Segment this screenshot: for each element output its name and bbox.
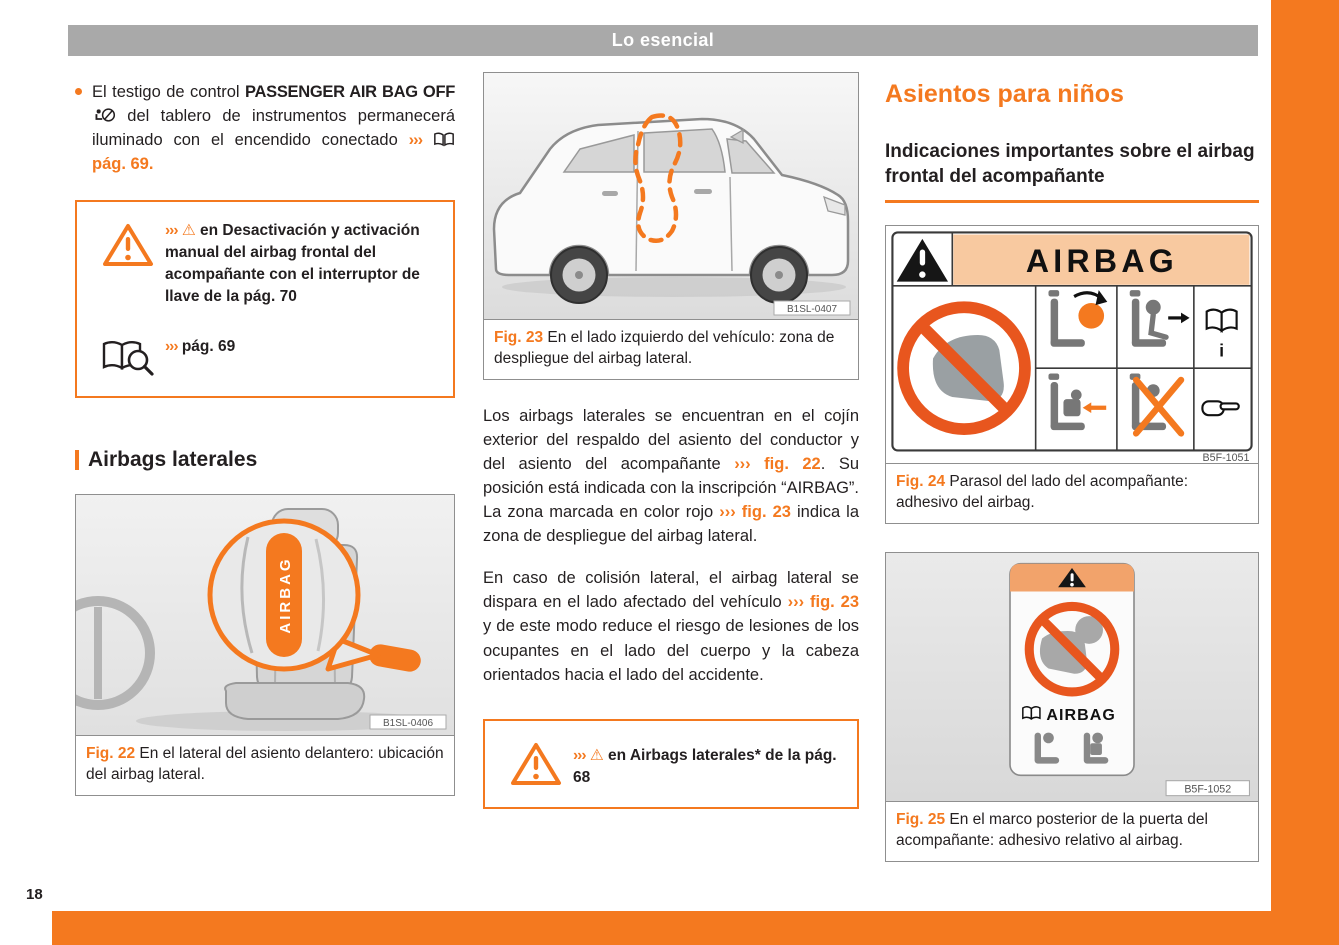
page-ref: pág. 69. xyxy=(92,155,154,174)
warning-text-2: ››› pág. 69 xyxy=(165,338,236,356)
figure-23 xyxy=(483,72,859,380)
chevron-ref: ››› xyxy=(408,131,423,150)
warning-triangle-icon xyxy=(510,741,562,787)
warning-box-left xyxy=(75,200,455,398)
book-magnifier-icon xyxy=(100,338,156,378)
paragraph-airbag-location: Los airbags laterales se encuentran en el cojín exterior del respaldo del asiento del conductor y del asiento del acompañante ››› fig. 22. Su posición está indicada con la inscripción “AIRBAG”. La zona marcada en color rojo ››› fig. 23 indica la zona de despliegue del airbag lateral. xyxy=(483,406,860,546)
sticker-title: AIRBAG xyxy=(1025,242,1178,279)
bullet-dot xyxy=(75,88,82,95)
figure-code: B5F-1052 xyxy=(1184,783,1232,796)
column-right xyxy=(885,80,1259,862)
figure-24 xyxy=(885,225,1259,524)
warning-triangle-small-icon: ⚠ xyxy=(181,222,196,240)
telltale-label: PASSENGER AIR BAG OFF xyxy=(245,83,455,101)
warning-row xyxy=(499,739,843,789)
front-side-window xyxy=(644,129,725,172)
airbag-doorframe-sticker-illustration xyxy=(886,553,1258,801)
figure-22-image xyxy=(76,495,454,736)
fig-ref: ››› fig. 22 xyxy=(734,455,821,473)
orange-right-bar xyxy=(1271,0,1339,945)
fig-ref: ››› fig. 23 xyxy=(787,593,859,612)
figure-24-caption: Fig. 24 Parasol del lado del acompañante: adhesivo del airbag. xyxy=(886,464,1258,523)
sticker-title: AIRBAG xyxy=(1046,705,1116,724)
car-side-illustration xyxy=(484,73,858,319)
paragraph-passenger-airbag-off: El testigo de control PASSENGER AIR BAG OFF del tablero de instrumentos permanecerá iluminado con el encendido conectado ››› pág. 69. xyxy=(75,80,455,176)
airbag-inscription: AIRBAG xyxy=(277,556,294,634)
orange-bottom-bar xyxy=(52,911,1339,945)
figure-23-caption: Fig. 23 En el lado izquierdo del vehículo: zona de despliegue del airbag lateral. xyxy=(484,320,858,379)
warning-text-1: ››› ⚠ en Desactivación y activación manual del airbag frontal del acompañante con el interruptor de llave de la pág. 70 xyxy=(165,222,420,306)
passenger-airbag-off-icon xyxy=(92,107,116,123)
figure-25-image xyxy=(886,553,1258,802)
seat-cushion xyxy=(225,683,364,719)
page-header xyxy=(68,25,1258,56)
fig-ref: ››› fig. 23 xyxy=(719,503,791,522)
warning-text: ››› ⚠ en Airbags laterales* de la pág. 68 xyxy=(573,746,837,786)
figure-22-caption: Fig. 22 En el lateral del asiento delantero: ubicación del airbag lateral. xyxy=(76,736,454,795)
airbag-deploy-pictogram xyxy=(1078,303,1104,329)
column-middle xyxy=(483,72,859,809)
figure-code: B1SL-0407 xyxy=(786,304,838,315)
section-heading-airbags-laterales: Airbags laterales xyxy=(75,448,455,472)
paragraph-airbag-deployment: En caso de colisión lateral, el airbag lateral se dispara en el lado afectado del vehículo ››› fig. 23 y de este modo reduce el riesgo de lesiones de los ocupantes en el lado del cuerpo y la cabeza orientados hacia el lado del accidente. xyxy=(483,569,859,684)
warning-row-1 xyxy=(91,220,439,308)
book-icon xyxy=(433,132,455,147)
seat-airbag-illustration xyxy=(76,495,454,735)
figure-code: B5F-1051 xyxy=(1202,452,1250,464)
warning-box-middle xyxy=(483,719,859,809)
figure-23-image xyxy=(484,73,858,320)
column-left xyxy=(75,80,455,796)
figure-22 xyxy=(75,494,455,796)
sub-heading-indicaciones: Indicaciones importantes sobre el airbag frontal del acompañante xyxy=(885,139,1259,203)
figure-code: B1SL-0406 xyxy=(382,718,434,730)
manual-book-pictogram xyxy=(1207,310,1222,331)
figure-25 xyxy=(885,552,1259,862)
book-icon xyxy=(1023,707,1032,719)
warning-triangle-icon xyxy=(102,222,154,268)
svg-text:i: i xyxy=(1219,341,1225,361)
page-header-title: Lo esencial xyxy=(611,30,715,50)
page-number: 18 xyxy=(26,886,43,903)
warning-row-2 xyxy=(91,336,439,378)
airbag-sunvisor-sticker-illustration xyxy=(886,226,1258,463)
chapter-heading-asientos: Asientos para niños xyxy=(885,80,1124,108)
warning-triangle-small-icon: ⚠ xyxy=(589,746,604,764)
heading-accent-bar xyxy=(75,450,79,470)
figure-24-image xyxy=(886,226,1258,464)
figure-25-caption: Fig. 25 En el marco posterior de la puerta del acompañante: adhesivo relativo al airbag. xyxy=(886,802,1258,861)
